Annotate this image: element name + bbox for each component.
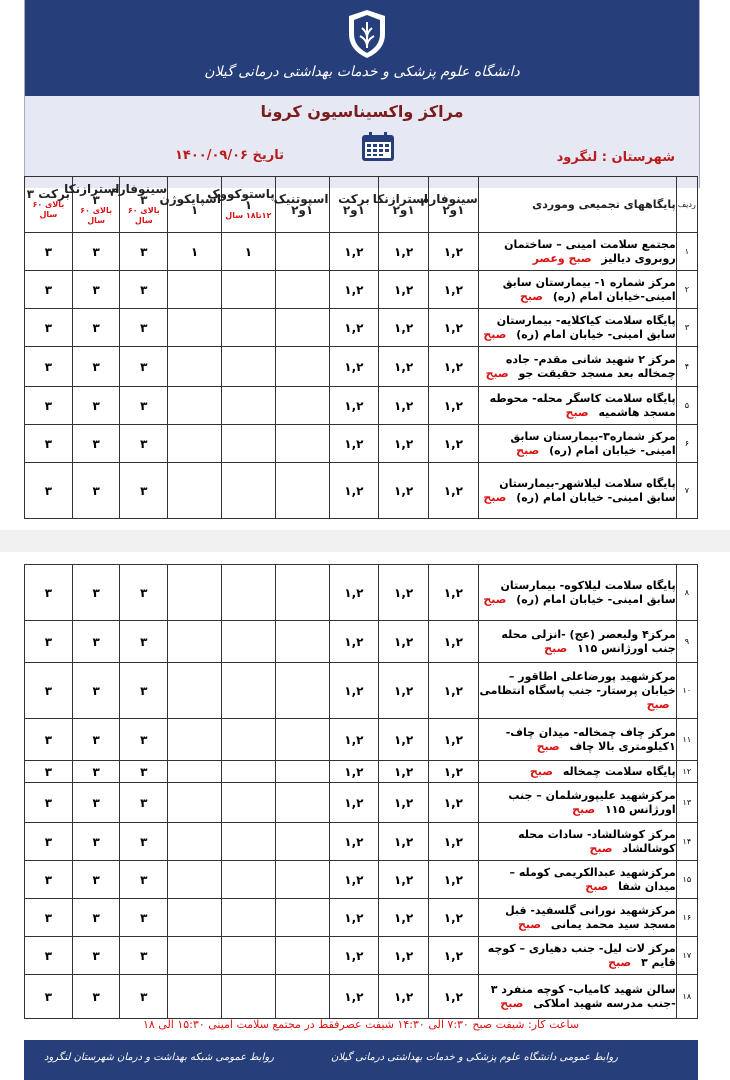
center-name-cell <box>478 783 676 823</box>
barekat3-dose: ۳ <box>25 823 73 861</box>
astrazeneca-dose: ۱,۲ <box>379 271 429 309</box>
footer-university: روابط عمومی دانشگاه علوم پزشکی و خدمات بهداشتی درمانی گیلان <box>331 1052 618 1063</box>
sinopharm3-dose: ۳ <box>120 783 168 823</box>
pastocovac-dose <box>221 565 275 621</box>
pastocovac-dose <box>221 899 275 937</box>
center-name: مجتمع سلامت امینی – ساختمان روبروی دیالیز <box>504 237 676 265</box>
barekat3-dose: ۳ <box>25 719 73 761</box>
calendar-icon <box>361 132 395 162</box>
sinopharm-dose: ۱,۲ <box>429 621 479 663</box>
astrazeneca-dose: ۱,۲ <box>379 861 429 899</box>
sinopharm3-dose: ۳ <box>120 719 168 761</box>
row-number: ۱۵ <box>676 861 697 899</box>
pastocovac-dose <box>221 309 275 347</box>
sputnik-dose <box>275 899 329 937</box>
pastocovac-dose <box>221 425 275 463</box>
center-name: مرکزشهید نورانی گلسفید- قبل مسجد سید محمد یمانی <box>505 903 676 931</box>
table-1-body <box>25 233 698 519</box>
col-astrazeneca3 <box>64 177 120 233</box>
center-name: پایگاه سلامت کاسگر محله- محوطه مسجد هاشمیه <box>489 391 676 419</box>
center-name-cell <box>478 271 676 309</box>
table-row <box>25 565 698 621</box>
astrazeneca-dose: ۱,۲ <box>379 387 429 425</box>
astrazeneca-dose: ۱,۲ <box>379 823 429 861</box>
barekat3-dose: ۳ <box>25 233 73 271</box>
row-number: ۸ <box>676 565 697 621</box>
shift-label: صبح <box>483 592 507 606</box>
astrazeneca-dose: ۱,۲ <box>379 621 429 663</box>
sinopharm-dose: ۱,۲ <box>429 463 479 519</box>
barekat-dose: ۱,۲ <box>329 621 379 663</box>
col-sinopharm3-label: سینوفارم ۳ <box>109 181 168 207</box>
spikogen-dose <box>168 387 222 425</box>
row-number: ۱۱ <box>676 719 697 761</box>
sputnik-dose <box>275 761 329 783</box>
barekat3-dose: ۳ <box>25 975 73 1019</box>
table-row <box>25 783 698 823</box>
shift-label: صبح <box>572 802 596 816</box>
pastocovac-dose <box>221 621 275 663</box>
center-name: مرکزشهید عبدالکریمی کومله – میدان شفا <box>509 865 676 893</box>
sputnik-dose <box>275 387 329 425</box>
barekat3-dose: ۳ <box>25 761 73 783</box>
shift-label: صبح <box>485 366 509 380</box>
pastocovac-dose <box>221 719 275 761</box>
shift-label: صبح وعصر <box>532 251 592 265</box>
table-row <box>25 761 698 783</box>
sputnik-dose <box>275 783 329 823</box>
sputnik-dose <box>275 463 329 519</box>
page-title: مراکز واکسیناسیون کرونا <box>260 102 464 121</box>
astrazeneca-dose: ۱,۲ <box>379 565 429 621</box>
row-number: ۶ <box>676 425 697 463</box>
row-number: ۱۴ <box>676 823 697 861</box>
sinopharm-dose: ۱,۲ <box>429 861 479 899</box>
table-row <box>25 899 698 937</box>
astrazeneca3-dose: ۳ <box>72 621 120 663</box>
title-band <box>24 96 700 188</box>
table-row <box>25 823 698 861</box>
shift-label: صبح <box>544 641 568 655</box>
barekat3-dose: ۳ <box>25 425 73 463</box>
center-name: پایگاه سلامت چمخاله <box>562 764 676 778</box>
astrazeneca3-dose: ۳ <box>72 387 120 425</box>
center-name: مرکز لات لیل- جنب دهیاری – کوچه قایم ۳ <box>487 941 676 969</box>
astrazeneca-dose: ۱,۲ <box>379 663 429 719</box>
sinopharm3-dose: ۳ <box>120 463 168 519</box>
barekat3-dose: ۳ <box>25 861 73 899</box>
pastocovac-dose <box>221 823 275 861</box>
centers-table-2 <box>24 564 698 1019</box>
sputnik-dose <box>275 309 329 347</box>
sputnik-dose <box>275 425 329 463</box>
centers-table-1 <box>24 176 698 519</box>
center-name-cell <box>478 823 676 861</box>
sinopharm3-dose: ۳ <box>120 347 168 387</box>
barekat3-dose: ۳ <box>25 347 73 387</box>
sinopharm-dose: ۱,۲ <box>429 783 479 823</box>
barekat3-dose: ۳ <box>25 783 73 823</box>
row-number: ۱۶ <box>676 899 697 937</box>
center-name-cell <box>478 425 676 463</box>
astrazeneca3-dose: ۳ <box>72 861 120 899</box>
barekat-dose: ۱,۲ <box>329 347 379 387</box>
astrazeneca-dose: ۱,۲ <box>379 425 429 463</box>
sinopharm-dose: ۱,۲ <box>429 387 479 425</box>
spikogen-dose <box>168 719 222 761</box>
spikogen-dose <box>168 463 222 519</box>
center-name-cell <box>478 761 676 783</box>
astrazeneca-dose: ۱,۲ <box>379 463 429 519</box>
shift-label: صبح <box>483 490 507 504</box>
pastocovac-dose <box>221 387 275 425</box>
sinopharm-dose: ۱,۲ <box>429 565 479 621</box>
sputnik-dose <box>275 565 329 621</box>
row-number: ۲ <box>676 271 697 309</box>
barekat3-dose: ۳ <box>25 309 73 347</box>
barekat3-dose: ۳ <box>25 937 73 975</box>
astrazeneca3-dose: ۳ <box>72 233 120 271</box>
pastocovac-dose <box>221 663 275 719</box>
astrazeneca3-dose: ۳ <box>72 783 120 823</box>
col-barekat3-sub: بالای ۶۰ سال <box>32 200 65 219</box>
barekat-dose: ۱,۲ <box>329 783 379 823</box>
col-sinopharm3-sub: بالای ۶۰ سال <box>127 205 160 225</box>
center-name-cell <box>478 309 676 347</box>
astrazeneca3-dose: ۳ <box>72 761 120 783</box>
row-number: ۳ <box>676 309 697 347</box>
page-separator <box>0 530 730 552</box>
footer-network: روابط عمومی شبکه بهداشت و درمان شهرستان لنگرود <box>44 1052 275 1063</box>
pastocovac-dose <box>221 347 275 387</box>
barekat3-dose: ۳ <box>25 271 73 309</box>
sinopharm3-dose: ۳ <box>120 899 168 937</box>
astrazeneca-dose: ۱,۲ <box>379 899 429 937</box>
sinopharm3-dose: ۳ <box>120 621 168 663</box>
center-name: پایگاه سلامت لیلاکوه- بیمارستان سابق امینی- خیابان امام (ره) <box>500 578 676 606</box>
header-banner <box>24 0 700 96</box>
barekat-dose: ۱,۲ <box>329 663 379 719</box>
spikogen-dose <box>168 761 222 783</box>
barekat-dose: ۱,۲ <box>329 309 379 347</box>
center-name: مرکز شماره۳-بیمارستان سابق امینی- خیابان امام (ره) <box>510 429 676 457</box>
university-logo-icon <box>345 8 389 60</box>
astrazeneca3-dose: ۳ <box>72 823 120 861</box>
shift-label: صبح <box>646 697 670 711</box>
table-row <box>25 975 698 1019</box>
center-name: مرکز کوشالشاد- سادات محله کوشالشاد <box>518 827 676 855</box>
center-name-cell <box>478 347 676 387</box>
barekat3-dose: ۳ <box>25 387 73 425</box>
barekat3-dose: ۳ <box>25 621 73 663</box>
sinopharm3-dose: ۳ <box>120 975 168 1019</box>
center-name-cell <box>478 233 676 271</box>
sinopharm-dose: ۱,۲ <box>429 309 479 347</box>
table-row <box>25 271 698 309</box>
sinopharm-dose: ۱,۲ <box>429 719 479 761</box>
astrazeneca3-dose: ۳ <box>72 425 120 463</box>
center-name-cell <box>478 565 676 621</box>
pastocovac-dose: ۱ <box>221 233 275 271</box>
footer-banner <box>24 1040 698 1080</box>
shift-label: صبح <box>565 405 589 419</box>
shift-label: صبح <box>517 917 542 931</box>
sinopharm3-dose: ۳ <box>120 823 168 861</box>
center-name: مرکزشهید علیپورشلمان – جنب اورژانس ۱۱۵ <box>508 788 676 816</box>
pastocovac-dose <box>221 861 275 899</box>
astrazeneca3-dose: ۳ <box>72 899 120 937</box>
table-row <box>25 309 698 347</box>
sputnik-dose <box>275 861 329 899</box>
center-name: مرکز شماره ۱- بیمارستان سابق امینی-خیابان امام (ره) <box>502 275 676 303</box>
sinopharm-dose: ۱,۲ <box>429 761 479 783</box>
spikogen-dose <box>168 271 222 309</box>
center-name: مرکز چاف چمخاله- میدان چاف- ۱کیلومتری بالا چاف <box>505 725 676 753</box>
pastocovac-dose <box>221 937 275 975</box>
astrazeneca3-dose: ۳ <box>72 463 120 519</box>
barekat-dose: ۱,۲ <box>329 823 379 861</box>
table-2-body <box>25 565 698 1019</box>
astrazeneca-dose: ۱,۲ <box>379 937 429 975</box>
center-name-cell <box>478 975 676 1019</box>
astrazeneca3-dose: ۳ <box>72 309 120 347</box>
sputnik-dose <box>275 621 329 663</box>
astrazeneca3-dose: ۳ <box>72 565 120 621</box>
sinopharm-dose: ۱,۲ <box>429 271 479 309</box>
university-name: دانشگاه علوم پزشکی و خدمات بهداشتی درمانی گیلان <box>204 64 520 80</box>
spikogen-dose <box>168 663 222 719</box>
table-row <box>25 347 698 387</box>
spikogen-dose <box>168 899 222 937</box>
astrazeneca3-dose: ۳ <box>72 719 120 761</box>
astrazeneca-dose: ۱,۲ <box>379 719 429 761</box>
spikogen-dose <box>168 621 222 663</box>
table-row <box>25 425 698 463</box>
astrazeneca3-dose: ۳ <box>72 975 120 1019</box>
sputnik-dose <box>275 823 329 861</box>
city-label: شهرستان : لنگرود <box>556 150 675 165</box>
astrazeneca3-dose: ۳ <box>72 347 120 387</box>
table-header-row <box>25 177 698 233</box>
pastocovac-dose <box>221 975 275 1019</box>
sinopharm3-dose: ۳ <box>120 663 168 719</box>
astrazeneca-dose: ۱,۲ <box>379 975 429 1019</box>
col-astrazeneca3-sub: بالای ۶۰ سال <box>80 205 113 225</box>
col-pastocovac-sub: ۱۲تا۱۸ سال <box>225 210 272 220</box>
date-label: تاریخ ۱۴۰۰/۰۹/۰۶ <box>175 148 285 163</box>
barekat-dose: ۱,۲ <box>329 565 379 621</box>
sputnik-dose <box>275 719 329 761</box>
astrazeneca3-dose: ۳ <box>72 663 120 719</box>
astrazeneca-dose: ۱,۲ <box>379 761 429 783</box>
row-number: ۱۲ <box>676 761 697 783</box>
col-astrazeneca3-label: استرازنکا ۳ <box>64 181 120 207</box>
spikogen-dose <box>168 309 222 347</box>
center-name: سالن شهید کامیاب- کوچه منفرد ۳ -جنب مدرسه شهید املاکی <box>490 982 676 1010</box>
barekat3-dose: ۳ <box>25 899 73 937</box>
center-name-cell <box>478 463 676 519</box>
sinopharm-dose: ۱,۲ <box>429 937 479 975</box>
center-name: مرکز ۲ شهید شانی مقدم- جاده چمخاله بعد مسجد حقیقت جو <box>505 352 676 380</box>
sputnik-dose <box>275 347 329 387</box>
center-name-cell <box>478 387 676 425</box>
col-name: پایگاههای تجمیعی وموردی <box>478 177 676 233</box>
barekat3-dose: ۳ <box>25 463 73 519</box>
center-name: پایگاه سلامت لیلاشهر-بیمارستان سابق امینی- خیابان امام (ره) <box>499 476 676 504</box>
row-number: ۵ <box>676 387 697 425</box>
table-row <box>25 463 698 519</box>
sinopharm3-dose: ۳ <box>120 387 168 425</box>
table-row <box>25 233 698 271</box>
spikogen-dose <box>168 823 222 861</box>
col-sinopharm: سینوفارم ۱و۲ <box>429 177 479 233</box>
spikogen-dose <box>168 347 222 387</box>
center-name: پایگاه سلامت کیاکلایه- بیمارستان سابق امینی- خیابان امام (ره) <box>496 313 676 341</box>
col-barekat: برکت ۱و۲ <box>329 177 379 233</box>
col-spikogen: اسپایکوژن ۱ <box>168 177 222 233</box>
table-row <box>25 663 698 719</box>
spikogen-dose: ۱ <box>168 233 222 271</box>
sputnik-dose <box>275 937 329 975</box>
sinopharm3-dose: ۳ <box>120 271 168 309</box>
barekat-dose: ۱,۲ <box>329 271 379 309</box>
table-row <box>25 387 698 425</box>
sinopharm-dose: ۱,۲ <box>429 233 479 271</box>
col-row: ردیف <box>676 177 697 233</box>
center-name: مرکز۴ ولیعصر (عج) -انزلی محله جنب اورژانس ۱۱۵ <box>501 627 676 655</box>
center-name-cell <box>478 899 676 937</box>
sinopharm3-dose: ۳ <box>120 861 168 899</box>
barekat-dose: ۱,۲ <box>329 233 379 271</box>
shift-label: صبح <box>529 764 553 778</box>
row-number: ۷ <box>676 463 697 519</box>
barekat3-dose: ۳ <box>25 663 73 719</box>
spikogen-dose <box>168 425 222 463</box>
barekat-dose: ۱,۲ <box>329 719 379 761</box>
center-name-cell <box>478 937 676 975</box>
astrazeneca-dose: ۱,۲ <box>379 783 429 823</box>
row-number: ۱ <box>676 233 697 271</box>
barekat-dose: ۱,۲ <box>329 387 379 425</box>
sinopharm-dose: ۱,۲ <box>429 663 479 719</box>
col-pastocovac-label: پاستوکووک ۱ <box>207 186 275 212</box>
sinopharm3-dose: ۳ <box>120 233 168 271</box>
barekat3-dose: ۳ <box>25 565 73 621</box>
table-row <box>25 719 698 761</box>
sinopharm3-dose: ۳ <box>120 761 168 783</box>
row-number: ۴ <box>676 347 697 387</box>
sinopharm-dose: ۱,۲ <box>429 899 479 937</box>
sputnik-dose <box>275 271 329 309</box>
center-name-cell <box>478 663 676 719</box>
astrazeneca-dose: ۱,۲ <box>379 233 429 271</box>
barekat-dose: ۱,۲ <box>329 899 379 937</box>
astrazeneca-dose: ۱,۲ <box>379 309 429 347</box>
shift-label: صبح <box>483 327 507 341</box>
sinopharm3-dose: ۳ <box>120 309 168 347</box>
row-number: ۱۰ <box>676 663 697 719</box>
sinopharm-dose: ۱,۲ <box>429 975 479 1019</box>
sinopharm-dose: ۱,۲ <box>429 347 479 387</box>
shift-label: صبح <box>608 955 632 969</box>
row-number: ۱۳ <box>676 783 697 823</box>
col-astrazeneca: استرازنکا ۱و۲ <box>379 177 429 233</box>
table-row <box>25 621 698 663</box>
shift-label: صبح <box>585 879 609 893</box>
spikogen-dose <box>168 565 222 621</box>
astrazeneca3-dose: ۳ <box>72 937 120 975</box>
sputnik-dose <box>275 233 329 271</box>
shift-label: صبح <box>516 443 540 457</box>
row-number: ۱۷ <box>676 937 697 975</box>
col-pastocovac <box>207 177 275 233</box>
barekat-dose: ۱,۲ <box>329 761 379 783</box>
center-name-cell <box>478 719 676 761</box>
sputnik-dose <box>275 975 329 1019</box>
pastocovac-dose <box>221 463 275 519</box>
row-number: ۱۸ <box>676 975 697 1019</box>
spikogen-dose <box>168 783 222 823</box>
working-hours: ساعت کار: شیفت صبح ۷:۳۰ الی ۱۴:۳۰ شیفت عصرفقط در مجتمع سلامت امینی ۱۵:۳۰ الی ۱۸ <box>142 1018 580 1031</box>
table-row <box>25 861 698 899</box>
spikogen-dose <box>168 975 222 1019</box>
center-name: مرکزشهید پورضاعلی اطاقور – خیابان پرستار- جنب پاسگاه انتظامی <box>479 669 676 697</box>
sinopharm-dose: ۱,۲ <box>429 425 479 463</box>
barekat-dose: ۱,۲ <box>329 975 379 1019</box>
col-sputnik: اسپوتنیک ۱و۲ <box>275 177 329 233</box>
pastocovac-dose <box>221 761 275 783</box>
sinopharm3-dose: ۳ <box>120 425 168 463</box>
barekat-dose: ۱,۲ <box>329 463 379 519</box>
shift-label: صبح <box>536 739 560 753</box>
barekat-dose: ۱,۲ <box>329 425 379 463</box>
center-name-cell <box>478 621 676 663</box>
table-row <box>25 937 698 975</box>
astrazeneca3-dose: ۳ <box>72 271 120 309</box>
col-barekat3-label: برکت ۳ <box>26 187 70 201</box>
barekat-dose: ۱,۲ <box>329 937 379 975</box>
center-name-cell <box>478 861 676 899</box>
spikogen-dose <box>168 937 222 975</box>
shift-label: صبح <box>520 289 544 303</box>
shift-label: صبح <box>589 841 613 855</box>
pastocovac-dose <box>221 783 275 823</box>
spikogen-dose <box>168 861 222 899</box>
sinopharm3-dose: ۳ <box>120 937 168 975</box>
pastocovac-dose <box>221 271 275 309</box>
sinopharm-dose: ۱,۲ <box>429 823 479 861</box>
shift-label: صبح <box>500 996 524 1010</box>
sputnik-dose <box>275 663 329 719</box>
astrazeneca-dose: ۱,۲ <box>379 347 429 387</box>
row-number: ۹ <box>676 621 697 663</box>
sinopharm3-dose: ۳ <box>120 565 168 621</box>
barekat-dose: ۱,۲ <box>329 861 379 899</box>
